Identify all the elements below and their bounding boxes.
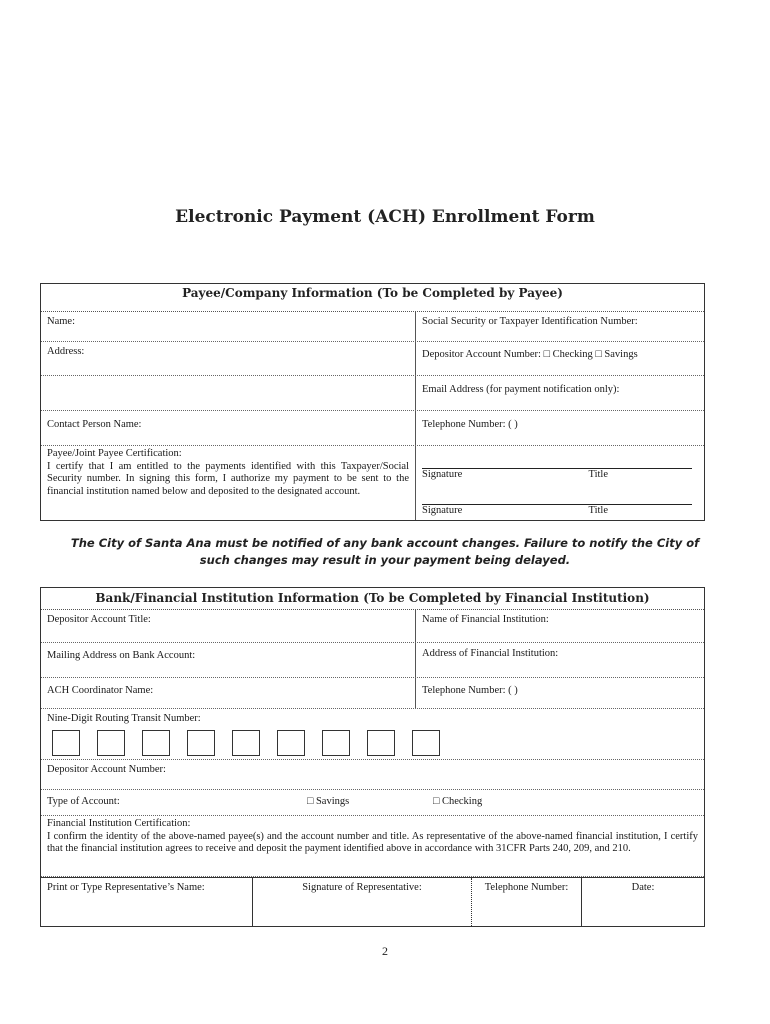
bank-row-type [41, 790, 704, 816]
depositor-account-field[interactable]: Depositor Account Number: □ Checking □ Savings [422, 349, 638, 360]
payee-section [40, 283, 705, 521]
bank-depositor-account-field[interactable]: Depositor Account Number: [47, 764, 166, 775]
notice-text: The City of Santa Ana must be notified of any bank account changes. Failure to notify the City of such changes may result in your payment being delayed. [70, 536, 700, 567]
payee-signature-area [416, 446, 704, 520]
signature-label-2: Signature [422, 504, 463, 516]
routing-digit-box[interactable] [322, 730, 350, 756]
routing-digits [41, 726, 704, 762]
page-number: 2 [382, 944, 388, 958]
address-field[interactable]: Address: [41, 342, 416, 375]
payee-row-contact [41, 411, 704, 446]
payee-row-certification [41, 446, 704, 520]
fi-certification [41, 816, 704, 876]
payee-certification-title: Payee/Joint Payee Certification: [47, 448, 182, 459]
ach-coordinator-field[interactable]: ACH Coordinator Name: [41, 678, 416, 708]
contact-person-field[interactable]: Contact Person Name: [41, 411, 416, 445]
account-type-label: Type of Account: [47, 796, 120, 807]
routing-digit-box[interactable] [232, 730, 260, 756]
institution-name-field[interactable]: Name of Financial Institution: [422, 614, 549, 625]
email-field[interactable]: Email Address (for payment notification only): [422, 384, 620, 395]
bank-row-coordinator [41, 678, 704, 709]
routing-digit-box[interactable] [52, 730, 80, 756]
fi-certification-text: I confirm the identity of the above-named payee(s) and the account number and title. As representative of the above-named financial institution, I certify that the financial institution agrees to receive and deposit the payment identified above in accordance with 31CFR Parts 240, 209, and 210. [47, 830, 698, 854]
bank-telephone-field[interactable]: Telephone Number: ( ) [422, 685, 518, 696]
payee-row-name [41, 312, 704, 342]
depositor-title-field[interactable]: Depositor Account Title: [41, 610, 416, 642]
payee-row-email [41, 376, 704, 411]
routing-digit-box[interactable] [412, 730, 440, 756]
savings-checkbox[interactable]: □ Savings [307, 796, 350, 807]
signature-row-2 [422, 505, 698, 518]
signature-row-1 [422, 469, 698, 482]
name-field[interactable]: Name: [41, 312, 416, 341]
rep-name-field[interactable]: Print or Type Representative’s Name: [41, 878, 253, 926]
institution-address-field[interactable]: Address of Financial Institution: [422, 648, 559, 659]
representative-fields [41, 878, 704, 926]
routing-label: Nine-Digit Routing Transit Number: [47, 713, 201, 724]
signature-label-1: Signature [422, 469, 463, 480]
rep-telephone-field[interactable]: Telephone Number: [472, 878, 582, 926]
payee-row-address [41, 342, 704, 376]
routing-digit-box[interactable] [367, 730, 395, 756]
bank-row-account [41, 760, 704, 790]
payee-section-heading: Payee/Company Information (To be Completed by Payee) [41, 284, 704, 312]
bank-row-address [41, 643, 704, 678]
signature-line-2[interactable] [422, 492, 692, 505]
mailing-address-field[interactable]: Mailing Address on Bank Account: [41, 643, 416, 677]
title-label-1: Title [588, 469, 608, 480]
title-label-2: Title [588, 504, 608, 516]
form-title: Electronic Payment (ACH) Enrollment Form [175, 207, 595, 227]
bank-row-routing [41, 709, 704, 760]
bank-section [40, 587, 705, 927]
address-continued-field[interactable] [41, 376, 416, 410]
bank-row-representative [41, 877, 704, 926]
routing-digit-box[interactable] [97, 730, 125, 756]
bank-row-certification [41, 816, 704, 877]
payee-certification [41, 446, 416, 520]
routing-digit-box[interactable] [142, 730, 170, 756]
rep-date-field[interactable]: Date: [631, 882, 655, 893]
ssn-field[interactable]: Social Security or Taxpayer Identification Number: [422, 316, 638, 327]
bank-row-title [41, 610, 704, 643]
payee-certification-text: I certify that I am entitled to the payments identified with this Taxpayer/Social Security number. In signing this form, I authorize my payment to be sent to the financial institution named below and deposited to the designated account. [47, 460, 409, 497]
fi-certification-title: Financial Institution Certification: [47, 818, 191, 829]
routing-digit-box[interactable] [277, 730, 305, 756]
signature-line-1[interactable] [422, 456, 692, 469]
payee-telephone-field[interactable]: Telephone Number: ( ) [422, 419, 518, 430]
checking-checkbox[interactable]: □ Checking [433, 796, 483, 807]
rep-signature-field[interactable]: Signature of Representative: [253, 878, 472, 926]
routing-digit-box[interactable] [187, 730, 215, 756]
bank-section-heading: Bank/Financial Institution Information (To be Completed by Financial Institution) [41, 588, 704, 610]
